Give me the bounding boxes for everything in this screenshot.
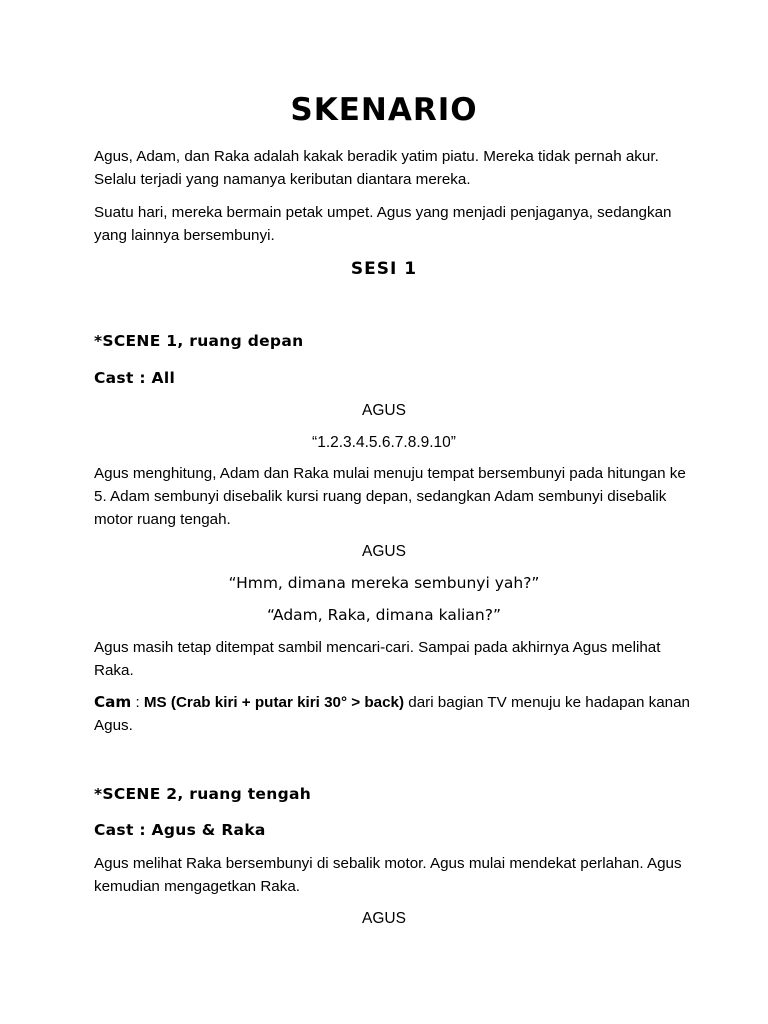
- scene-1-dialogue-2b: “Adam, Raka, dimana kalian?”: [266, 606, 502, 624]
- scene-1-cast: Cast : All: [94, 369, 176, 387]
- camera-label: Cam: [94, 693, 132, 711]
- document-title: SKENARIO: [290, 92, 478, 128]
- camera-colon: :: [131, 694, 144, 711]
- scene-1-camera-direction: [94, 691, 694, 737]
- scene-2-heading: *SCENE 2, ruang tengah: [94, 785, 312, 803]
- scene-2-action-1: Agus melihat Raka bersembunyi di sebalik motor. Agus mulai mendekat perlahan. Agus kemudian mengagetkan Raka.: [94, 855, 682, 895]
- scene-1-dialogue-2a: “Hmm, dimana mereka sembunyi yah?”: [228, 574, 540, 592]
- camera-description: dari bagian TV menuju ke hadapan kanan Agus.: [94, 694, 691, 734]
- scene-1-heading: *SCENE 1, ruang depan: [94, 332, 304, 350]
- scene-1-speaker-1: AGUS: [362, 402, 406, 419]
- intro-paragraph-2: Suatu hari, mereka bermain petak umpet. Agus yang menjadi penjaganya, sedangkan yang lainnya bersembunyi.: [94, 204, 672, 244]
- camera-shot: MS (Crab kiri + putar kiri 30° > back): [143, 694, 405, 711]
- scene-1-speaker-2: AGUS: [362, 543, 406, 560]
- scene-1-action-1: Agus menghitung, Adam dan Raka mulai menuju tempat bersembunyi pada hitungan ke 5. Adam sembunyi disebalik kursi ruang depan, sedangkan Adam sembunyi disebalik motor ruang tengah.: [94, 465, 686, 528]
- intro-paragraph-1: Agus, Adam, dan Raka adalah kakak beradik yatim piatu. Mereka tidak pernah akur. Selalu terjadi yang namanya keributan diantara mereka.: [94, 148, 659, 188]
- session-heading: SESI 1: [350, 259, 418, 279]
- scene-2-cast: Cast : Agus & Raka: [94, 821, 266, 839]
- scene-2-speaker-1: AGUS: [362, 910, 406, 927]
- scene-1-dialogue-1: “1.2.3.4.5.6.7.8.9.10”: [312, 434, 456, 451]
- scene-1-action-2: Agus masih tetap ditempat sambil mencari-cari. Sampai pada akhirnya Agus melihat Raka.: [94, 639, 661, 679]
